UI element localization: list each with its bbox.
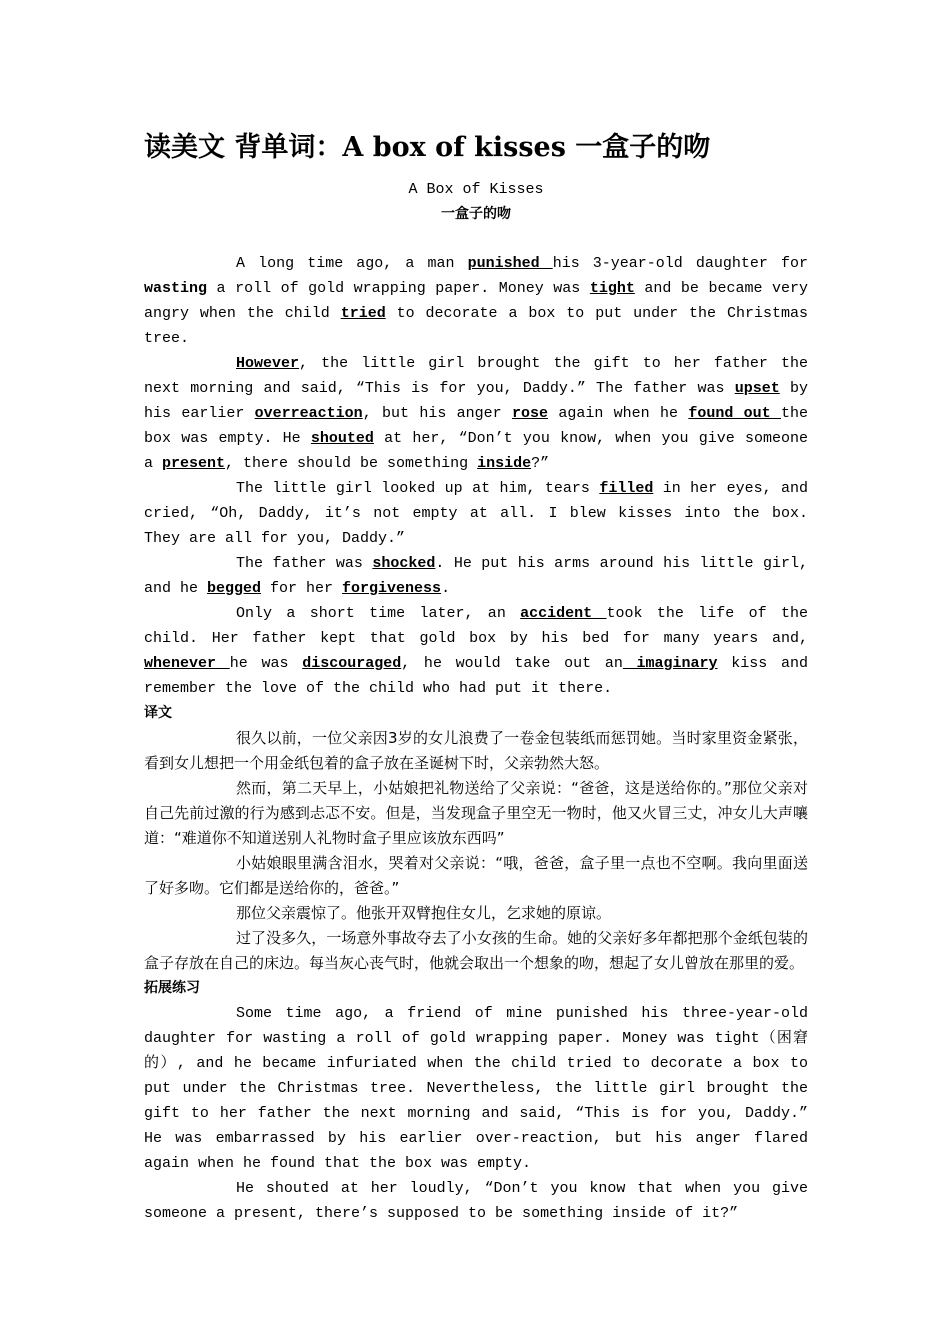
text-run: took the life of the child. Her father kept that gold box by his bed for many years and,: [144, 605, 808, 647]
vocab-word: rose: [512, 405, 549, 422]
translation-paragraph-3: 小姑娘眼里满含泪水，哭着对父亲说：“哦，爸爸，盒子里一点也不空啊。我向里面送了好多吻。它们都是送给你的，爸爸。”: [144, 854, 808, 897]
vocab-word: filled: [599, 480, 654, 497]
story-paragraph-2: [144, 351, 808, 476]
vocab-word: tight: [589, 280, 635, 297]
text-run: in her eyes, and cried, “Oh, Daddy, it’s not empty at all. I blew kisses into the box. They are all for you, Daddy.”: [144, 480, 808, 547]
vocab-word: shouted: [310, 430, 374, 447]
text-run: a roll of gold wrapping paper. Money was: [207, 280, 590, 297]
translation-heading: 译文: [144, 705, 172, 721]
translation-paragraph-5: 过了没多久，一场意外事故夺去了小女孩的生命。她的父亲好多年都把那个金纸包装的盒子存放在自己的床边。每当灰心丧气时，他就会取出一个想象的吻，想起了女儿曾放在那里的爱。: [144, 929, 808, 972]
vocab-word: discouraged: [302, 655, 402, 672]
vocab-word: inside: [477, 455, 532, 472]
vocab-word: punished: [467, 255, 553, 272]
article-title-cn: 一盒子的吻: [441, 206, 511, 222]
practice-heading: 拓展练习: [144, 980, 200, 996]
text-run: kiss and remember the love of the child who had put it there.: [144, 655, 809, 697]
document-title: 读美文 背单词：A box of kisses 一盒子的吻: [144, 132, 711, 163]
article-title-en: A Box of Kisses: [408, 181, 544, 198]
text-run: the box was empty. He: [144, 405, 808, 447]
vocab-word: overreaction: [254, 405, 363, 422]
text-run: by his earlier: [144, 380, 808, 422]
translation-paragraph-2: 然而，第二天早上，小姑娘把礼物送给了父亲说：“爸爸，这是送给你的。”那位父亲对自己先前过激的行为感到忐忑不安。但是，当发现盒子里空无一物时，他又火冒三丈，冲女儿大声嚷道：“难道你不知道送别人礼物时盒子里应该放东西吗”: [144, 779, 808, 847]
vocab-word: accident: [520, 605, 607, 622]
text-run: again when he: [548, 405, 689, 422]
text-run: The little girl looked up at him, tears: [236, 480, 600, 497]
vocab-word: tried: [340, 305, 386, 322]
text-run: The father was: [236, 555, 373, 572]
text-run: at her, “Don’t you know, when you give someone a: [144, 430, 808, 472]
vocab-word: forgiveness: [342, 580, 442, 597]
story-paragraph-3: [144, 476, 808, 551]
text-run: he was: [229, 655, 303, 672]
text-run: Only a short time later, an: [236, 605, 521, 622]
story-paragraph-5: [144, 601, 808, 701]
text-run: , the little girl brought the gift to her father the next morning and said, “This is for you, Daddy.” The father was: [144, 355, 808, 397]
practice-paragraph-2: He shouted at her loudly, “Don’t you know that when you give someone a present, there’s supposed to be something inside of it?”: [144, 1180, 808, 1222]
text-run: his 3-year-old daughter for: [552, 255, 808, 272]
vocab-word: found out: [688, 405, 781, 422]
vocab-word: wasting: [144, 280, 208, 297]
text-run: , he would take out an: [401, 655, 623, 672]
text-run: and be became very angry when the child: [144, 280, 809, 322]
text-run: ?”: [531, 455, 550, 472]
vocab-word: present: [162, 455, 226, 472]
vocab-word: imaginary: [622, 655, 718, 672]
vocab-word: upset: [734, 380, 780, 397]
story-paragraph-1: [144, 251, 808, 351]
spacer: [144, 226, 808, 251]
document-page: [144, 128, 808, 1226]
translation-paragraph-4: 那位父亲震惊了。他张开双臂抱住女儿，乞求她的原谅。: [236, 904, 612, 922]
text-run: for her: [261, 580, 343, 597]
vocab-word: However: [236, 355, 300, 372]
story-paragraph-4: [144, 551, 808, 601]
vocab-word: whenever: [144, 655, 230, 672]
text-run: A long time ago, a man: [236, 255, 468, 272]
text-run: .: [441, 580, 451, 597]
text-run: to decorate a box to put under the Christmas tree.: [144, 305, 808, 347]
practice-paragraph-1: Some time ago, a friend of mine punished his three-year-old daughter for wasting a roll of gold wrapping paper. Money was tight（困窘的）, and he became infuriated when the child tried to decorate a box to put under the Christmas tree. Nevertheless, the little girl brought the gift to her father the next morning and said, “This is for you, Daddy.” He was embarrassed by his earlier over-reaction, but his anger flared again when he found that the box was empty.: [144, 1005, 808, 1172]
vocab-word: begged: [207, 580, 262, 597]
text-run: , but his anger: [362, 405, 512, 422]
text-run: . He put his arms around his little girl, and he: [144, 555, 808, 597]
text-run: , there should be something: [225, 455, 478, 472]
translation-paragraph-1: 很久以前，一位父亲因3岁的女儿浪费了一卷金包装纸而惩罚她。当时家里资金紧张，看到女儿想把一个用金纸包着的盒子放在圣诞树下时，父亲勃然大怒。: [144, 729, 808, 772]
vocab-word: shocked: [372, 555, 436, 572]
